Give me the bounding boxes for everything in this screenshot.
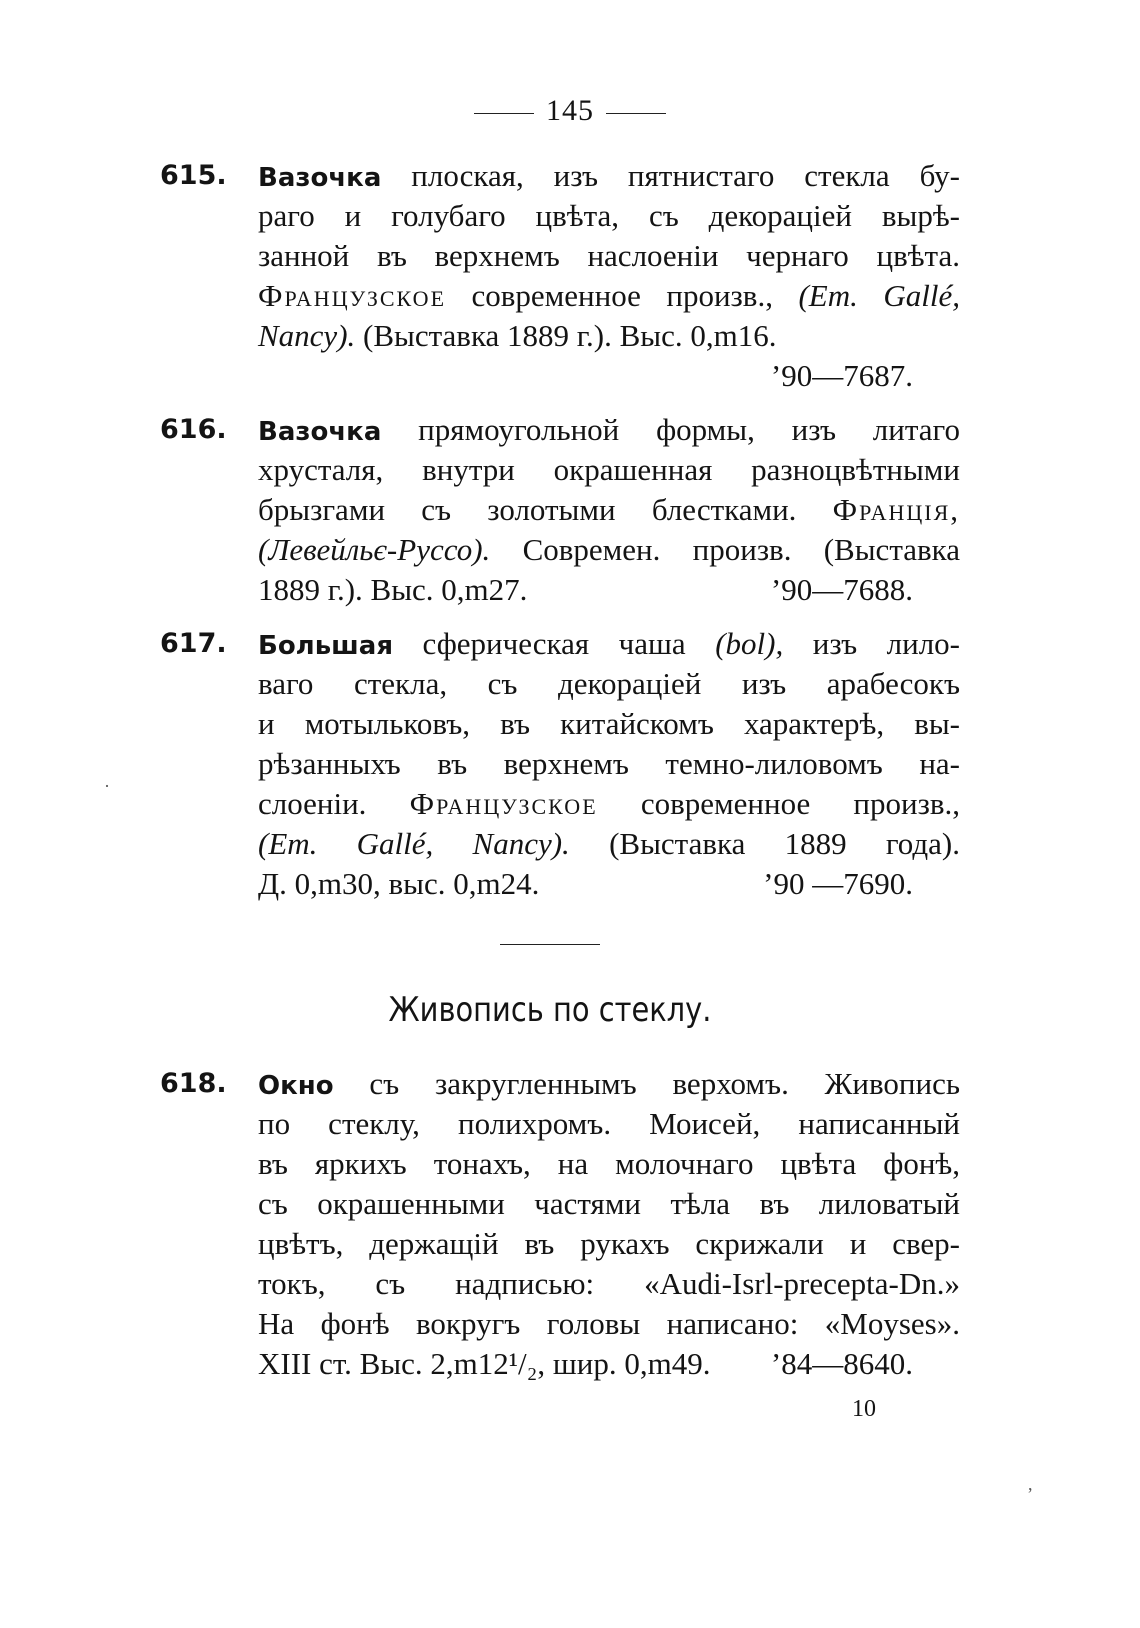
entry-line [258, 490, 960, 530]
entry-text: современное произв., [446, 278, 799, 313]
maker-italic: Nancy). [258, 318, 356, 353]
entry-line: раго и голубаго цвѣта, съ декораціей вырѣ- [258, 198, 960, 233]
entry-number: 618. [160, 1068, 227, 1099]
entry-line [258, 570, 960, 610]
entry-number: 616. [160, 414, 227, 445]
entry-text: слоеніи. [258, 786, 410, 821]
entry-line: токъ, съ надписью: «Audi-Isrl-precepta-Dn.» [258, 1266, 960, 1301]
entry-line [258, 316, 960, 356]
entry-line: по стеклу, полихромъ. Моисей, написанный [258, 1106, 960, 1141]
entry-line [258, 156, 960, 196]
entry-text: изъ лило- [783, 626, 960, 661]
entry-text: (Выставка 1889 года). [569, 826, 960, 861]
entry-line [258, 1344, 960, 1384]
entry-line [258, 784, 960, 824]
page-header [0, 94, 1140, 128]
entry-line [258, 864, 960, 904]
entry-text: Д. 0,m30, выс. 0,m24. [258, 866, 540, 901]
page-number: 145 [546, 94, 594, 127]
stray-mark: , [1028, 1474, 1033, 1494]
entry-text: (Выставка 1889 г.). Выс. 0,m16. [355, 318, 777, 353]
entry-text: сферическая чаша [393, 626, 716, 661]
entry-text: современное произв., [597, 786, 960, 821]
entry-text: брызгами съ золотыми блестками. [258, 492, 833, 527]
entry-keyword: Большая [258, 631, 394, 661]
section-title: Живопись по стеклу. [388, 990, 712, 1030]
entry-line: занной въ верхнемъ наслоеніи чернаго цвѣта. [258, 238, 960, 273]
entry-line [258, 410, 960, 450]
origin-smallcaps: Французское [409, 786, 598, 821]
entry-text: Современ. произв. (Выставка [490, 532, 960, 567]
header-rule-left [474, 113, 534, 114]
entry-line [258, 624, 960, 664]
inventory-number: ’84—8640. [770, 1346, 913, 1381]
entry-line [258, 530, 960, 570]
entry-text: XIII ст. Выс. 2,m12¹/₂, шир. 0,m49. [258, 1346, 711, 1381]
maker-italic: (Em. Gallé, [798, 278, 960, 313]
maker-italic: (Em. Gallé, Nancy). [258, 826, 570, 861]
section-divider [500, 944, 600, 945]
entry-line [258, 276, 960, 316]
entry-line: цвѣтъ, держащій въ рукахъ скрижали и свер- [258, 1226, 960, 1261]
origin-smallcaps: Французское [258, 278, 447, 313]
entry-line: и мотыльковъ, въ китайскомъ характерѣ, вы- [258, 706, 960, 741]
entry-text: 1889 г.). Выс. 0,m27. [258, 572, 528, 607]
entry-line: въ яркихъ тонахъ, на молочнаго цвѣта фонѣ, [258, 1146, 960, 1181]
entry-number: 615. [160, 160, 227, 191]
stray-mark: · [104, 776, 110, 796]
entry-line [258, 1064, 960, 1104]
entry-text: плоская, изъ пятнистаго стекла бу- [381, 158, 960, 193]
entry-line [258, 824, 960, 864]
origin-smallcaps: Франція, [832, 492, 960, 527]
entry-line: хрусталя, внутри окрашенная разноцвѣтными [258, 452, 960, 487]
entry-text: прямоугольной формы, изъ литаго [381, 412, 960, 447]
inventory-number: ’90—7688. [770, 572, 913, 607]
entry-text: съ закругленнымъ верхомъ. Живопись [333, 1066, 960, 1101]
inventory-number: ’90—7687. [770, 358, 913, 393]
entry-line: съ окрашенными частями тѣла въ лиловатый [258, 1186, 960, 1221]
entry-keyword: Окно [258, 1071, 334, 1101]
entry-keyword: Вазочка [258, 417, 382, 447]
entry-line: ваго стекла, съ декораціей изъ арабесокъ [258, 666, 960, 701]
inventory-number: ’90 —7690. [763, 866, 913, 901]
entry-line: рѣзанныхъ въ верхнемъ темно-лиловомъ на- [258, 746, 960, 781]
entry-keyword: Вазочка [258, 163, 382, 193]
entry-number: 617. [160, 628, 227, 659]
term-italic: (bol), [715, 626, 784, 661]
entry-line: На фонѣ вокругъ головы написано: «Moyses». [258, 1306, 960, 1341]
header-rule-right [606, 113, 666, 114]
printer-signature: 10 [852, 1396, 876, 1422]
maker-italic: (Левейльє-Руссо). [258, 532, 491, 567]
